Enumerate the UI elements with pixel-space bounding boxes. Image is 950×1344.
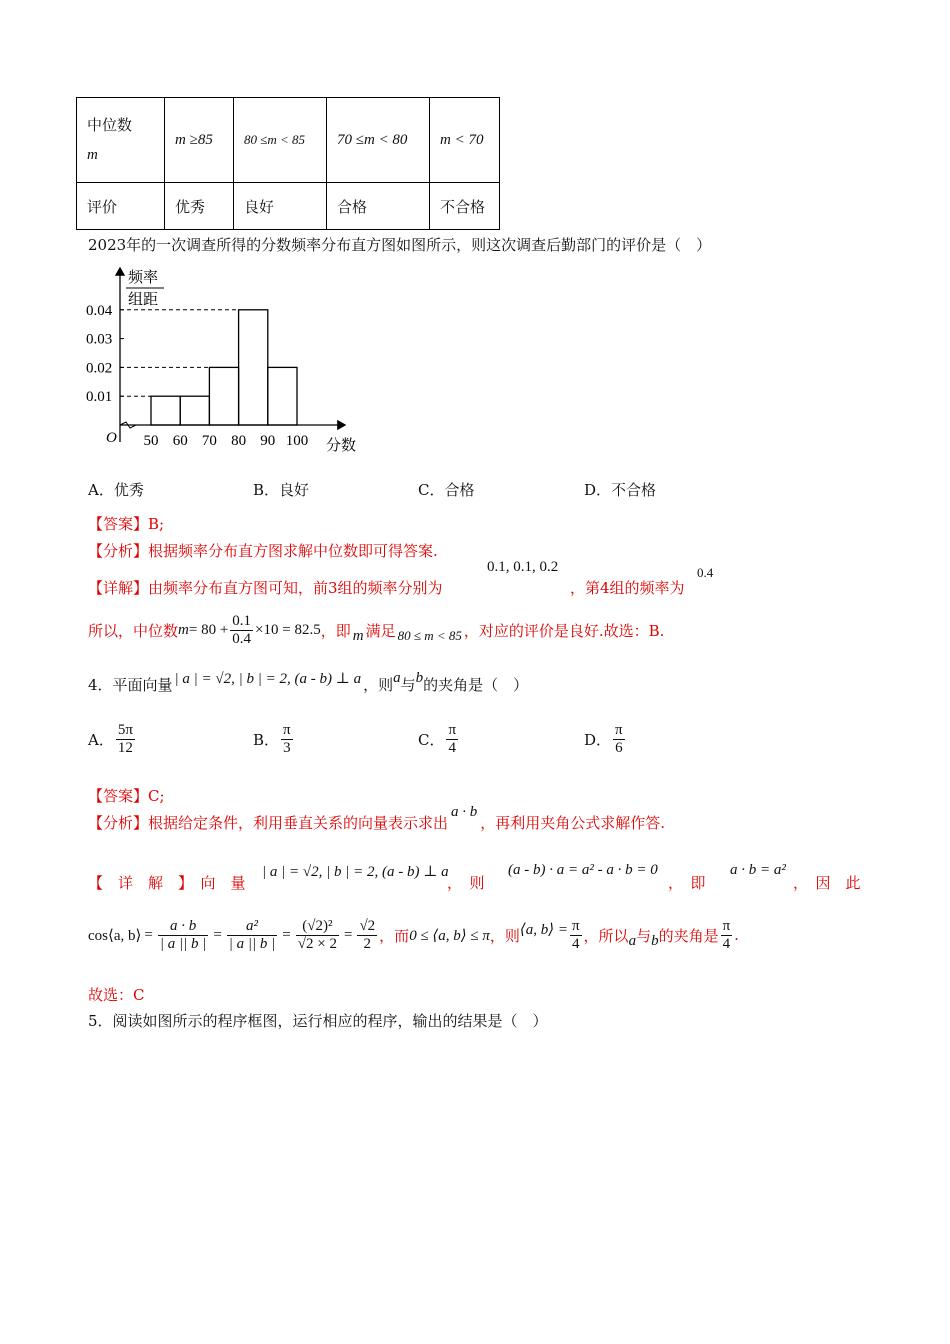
- q4-option-d[interactable]: D． $\frac{\pi}{6}$: [584, 722, 623, 756]
- cos-fraction-4: $\frac{√2}{2}$: [359, 918, 376, 952]
- median-fraction: $\frac{0.1}{0.4}$: [232, 613, 252, 647]
- q4-detail-cond: | a | = √2, | b | = 2, (a - b) ⊥ a: [262, 864, 449, 880]
- table-cell-fail-range: m < 70: [430, 98, 500, 183]
- table-cell-excellent-range: m ≥85: [165, 98, 234, 183]
- angle-fraction: $\frac{\pi}{4}$: [571, 918, 580, 952]
- q3-option-d[interactable]: D．不合格: [584, 481, 657, 499]
- table-cell-excellent: 优秀: [165, 183, 234, 230]
- origin-label: O: [106, 430, 117, 446]
- histogram-bar-60-70: [180, 396, 209, 425]
- q3-detail-values: 0.1, 0.1, 0.2: [487, 559, 559, 575]
- ylabel-top: 频率: [128, 268, 159, 286]
- q4-detail-yinci: ， 因 此: [793, 874, 861, 892]
- q4-analysis: 【分析】根据给定条件，利用垂直关系的向量表示求出 a · b ，再利用夹角公式求解作答.: [88, 804, 666, 832]
- cos-fraction-2: $\frac{\text{a²}}{| a || b |}$: [228, 918, 276, 952]
- q3-option-a[interactable]: A．优秀: [88, 481, 144, 499]
- ytick-label-0.04: 0.04: [86, 302, 113, 319]
- q4-detail-ji: ， 即: [668, 874, 706, 892]
- q4-option-b[interactable]: B． $\frac{\pi}{3}$: [253, 722, 291, 756]
- q4-option-c[interactable]: C． $\frac{\pi}{4}$: [418, 722, 457, 756]
- q4-detail-label: 【 详 解 】 向 量: [88, 874, 246, 892]
- q4-cos-line: cos⟨a, b⟩ = $\frac{a \cdot b}{| a || b |}$ = $\frac{\text{a²}}{| a || b |}$ = $\frac{\text{(√2)²}}{√2 \times 2}$ = $\frac{√2}{2}$ ，而 0 ≤ ⟨a, b⟩ ≤ π ，则 ⟨a, b⟩ = $\frac{\pi}{4}$ ，所以 a 与 b 的夹角是 $\frac{\pi}{4}$ .: [88, 918, 739, 952]
- table-cell-good-range: 80 ≤m < 85: [234, 98, 327, 183]
- xtick-label-80: 80: [231, 433, 247, 449]
- histogram-bar-70-80: [209, 367, 238, 425]
- ytick-label-0.01: 0.01: [86, 389, 113, 406]
- xlabel: 分数: [326, 436, 357, 454]
- ylabel-bottom: 组距: [128, 290, 159, 308]
- q4-option-a[interactable]: A． $\frac{5\pi}{12}$: [88, 722, 133, 756]
- q3-detail-mid: ，第4组的频率为: [570, 579, 685, 597]
- table-cell-pass-range: 70 ≤m < 80: [327, 98, 430, 183]
- table-cell-good: 良好: [234, 183, 327, 230]
- q4-stem: 4．平面向量 | a | = √2, | b | = 2, (a - b) ⊥ a ，则 a 与 b 的夹角是（ ）: [88, 670, 529, 694]
- xtick-label-70: 70: [201, 433, 217, 449]
- histogram-bar-90-100: [268, 367, 297, 425]
- q3-analysis: 【分析】根据频率分布直方图求解中位数即可得答案.: [88, 542, 438, 560]
- histogram-bar-50-60: [151, 396, 180, 425]
- q4-answer: 【答案】C;: [88, 787, 165, 805]
- histogram-bar-80-90: [239, 310, 268, 425]
- q3-detail-value4: 0.4: [697, 565, 714, 580]
- xtick-label-90: 90: [260, 433, 276, 449]
- q3-option-c[interactable]: C．合格: [418, 481, 475, 499]
- xtick-label-60: 60: [172, 433, 188, 449]
- xtick-label-100: 100: [285, 433, 309, 449]
- table-header-median: 中位数 m: [77, 98, 165, 183]
- table-cell-fail: 不合格: [430, 183, 500, 230]
- histogram-chart: [80, 262, 370, 462]
- q3-detail-label: 【详解】由频率分布直方图可知，前3组的频率分别为: [88, 579, 443, 597]
- ytick-label-0.02: 0.02: [86, 360, 113, 377]
- q4-detail-eq2: a · b = a²: [730, 862, 786, 878]
- ytick-label-0.03: 0.03: [86, 331, 113, 348]
- q4-detail-eq: (a - b) · a = a² - a · b = 0: [508, 862, 658, 878]
- q4-detail-ze: ， 则: [447, 874, 485, 892]
- q3-median-line: 所以，中位数 m = 80 + $\frac{0.1}{0.4}$ ×10 = 82.5 ，即 m 满足 80 ≤ m < 85 ，对应的评价是良好.故选：B.: [88, 613, 665, 647]
- cos-fraction-3: $\frac{\text{(√2)²}}{√2 \times 2}$: [297, 918, 337, 952]
- q3-answer: 【答案】B;: [88, 515, 165, 533]
- xtick-label-50: 50: [143, 433, 159, 449]
- table-cell-rating-label: 评价: [77, 183, 165, 230]
- final-angle-fraction: $\frac{\pi}{4}$: [722, 918, 731, 952]
- q4-guxuan: 故选：C: [88, 986, 145, 1004]
- q5-stem: 5．阅读如图所示的程序框图，运行相应的程序，输出的结果是（ ）: [88, 1012, 548, 1030]
- table-cell-pass: 合格: [327, 183, 430, 230]
- cos-fraction-1: $\frac{a \cdot b}{| a || b |}$: [159, 918, 207, 952]
- criteria-table: [76, 97, 500, 230]
- q3-stem: 2023年的一次调查所得的分数频率分布直方图如图所示，则这次调查后勤部门的评价是（ ）: [88, 236, 712, 254]
- q3-option-b[interactable]: B．良好: [253, 481, 310, 499]
